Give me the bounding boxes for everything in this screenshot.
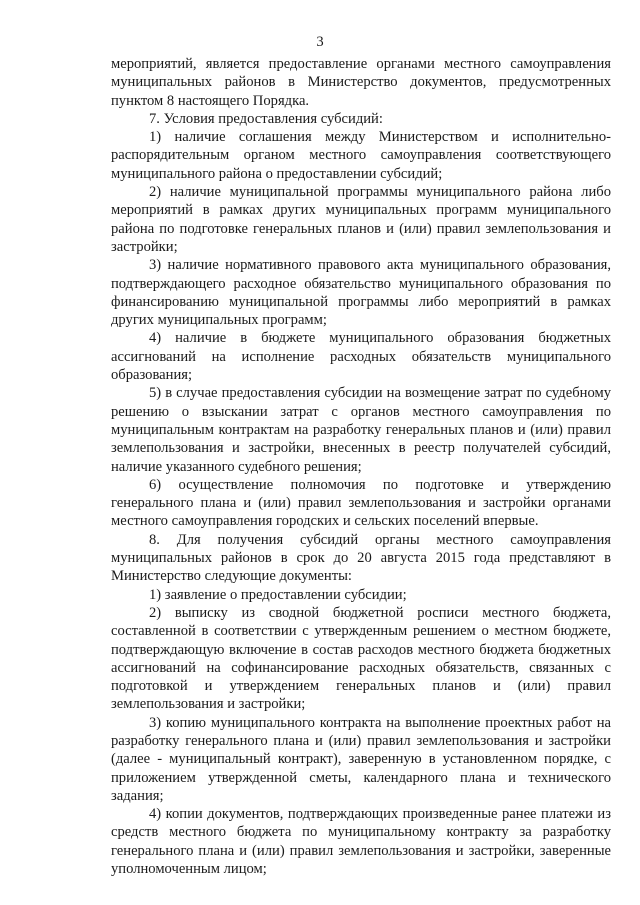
- paragraph-document-1: 1) заявление о предоставлении субсидии;: [149, 586, 407, 603]
- page-number: 3: [316, 34, 324, 50]
- paragraph-document-4: 4) копии документов, подтверждающих произведенные ранее платежи из средств местного бюджета по муниципальному контракту за разработку генерального плана и (или) правил землепользования и застройки, заверенные уполномоченным лицом;: [111, 806, 611, 878]
- paragraph-document-2: 2) выписку из сводной бюджетной росписи местного бюджета, составленной в соответствии с утвержденным решением о местном бюджете, подтверждающую включение в состав расходов местного бюджета бюджетных ассигнований на софинансирование расходных обязательств, связанных с подготовкой и утверждением генеральных планов и (или) правил землепользования и застройки;: [111, 604, 611, 713]
- paragraph-condition-3: 3) наличие нормативного правового акта муниципального образования, подтверждающего расходное обязательство муниципального образования по финансированию муниципальной программы либо мероприятий в рамках других муниципальных программ;: [111, 257, 611, 329]
- document-body: [111, 55, 611, 878]
- paragraph-document-3: 3) копию муниципального контракта на выполнение проектных работ на разработку генерального плана и (или) правил землепользования и застройки (далее - муниципальный контракт), заверенную в установленном порядке, с приложением утвержденной сметы, календарного плана и технического задания;: [111, 714, 611, 804]
- paragraph-condition-1: 1) наличие соглашения между Министерством и исполнительно-распорядительным органом местного самоуправления соответствующего муниципального района о предоставлении субсидий;: [111, 129, 611, 182]
- paragraph-continuation: мероприятий, является предоставление органами местного самоуправления муниципальных районов в Министерство документов, предусмотренных пунктом 8 настоящего Порядка.: [111, 56, 611, 109]
- paragraph-section-8-heading: 8. Для получения субсидий органы местного самоуправления муниципальных районов в срок до 20 августа 2015 года представляют в Министерство следующие документы:: [111, 531, 611, 585]
- paragraph-condition-6: 6) осуществление полномочия по подготовке и утверждению генерального плана и (или) правил землепользования и застройки органами местного самоуправления городских и сельских поселений впервые.: [111, 476, 611, 530]
- paragraph-condition-5: 5) в случае предоставления субсидии на возмещение затрат по судебному решению о взыскании затрат с органов местного самоуправления по муниципальным контрактам на разработку генеральных планов и (или) правил землепользования и застройки, внесенных в реестр получателей субсидий, наличие указанного судебного решения;: [111, 385, 611, 475]
- paragraph-section-7-heading: 7. Условия предоставления субсидий:: [149, 110, 383, 127]
- paragraph-condition-2: 2) наличие муниципальной программы муниципального района либо мероприятий в рамках других муниципальных программ муниципального района по подготовке генеральных планов и (или) правил землепользования и застройки;: [111, 184, 611, 255]
- paragraph-condition-4: 4) наличие в бюджете муниципального образования бюджетных ассигнований на исполнение расходных обязательств муниципального образования;: [111, 330, 611, 384]
